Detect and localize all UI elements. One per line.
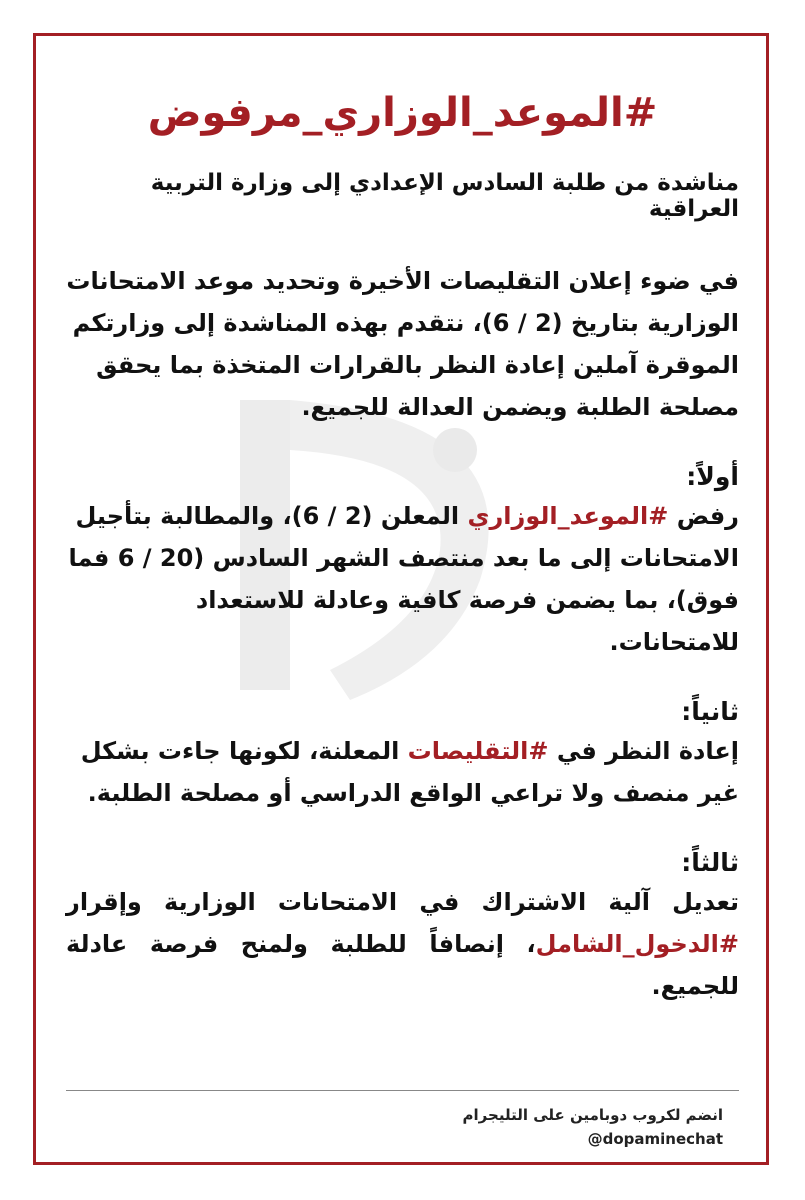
section-text: تعديل آلية الاشتراك في الامتحانات الوزارية وإقرار: [66, 888, 739, 916]
hashtag[interactable]: #التقليصات: [407, 737, 549, 765]
hashtag[interactable]: #الدخول_الشامل: [535, 930, 739, 958]
hashtag[interactable]: #الموعد_الوزاري: [467, 502, 669, 530]
subtitle: مناشدة من طلبة السادس الإعدادي إلى وزارة التربية العراقية: [150, 170, 739, 222]
section-second: [66, 697, 739, 814]
footer-divider: [66, 1090, 739, 1091]
section-heading: أولاً:: [686, 462, 739, 491]
telegram-handle-link[interactable]: @dopaminechat: [587, 1130, 723, 1148]
section-text: ، إنصافاً للطلبة ولمنح فرصة عادلة للجميع.: [66, 930, 739, 1000]
footer: [463, 1103, 723, 1151]
intro-paragraph: في ضوء إعلان التقليصات الأخيرة وتحديد موعد الامتحانات الوزارية بتاريخ (2 / 6)، نتقدم بهذه المناشدة إلى وزارتكم الموقرة آملين إعادة النظر بالقرارات المتخذة بما يحقق مصلحة الطلبة ويضمن العدالة للجميع.: [66, 267, 739, 421]
section-text: رفض: [668, 502, 739, 530]
document-body: [66, 90, 739, 1007]
section-text: المعلن (2 / 6)، والمطالبة بتأجيل الامتحانات إلى ما بعد منتصف الشهر السادس (20 / 6 فما فوق)، بما يضمن فرصة كافية وعادلة للاستعداد للامتحانات.: [68, 502, 739, 656]
section-third: [66, 848, 739, 1007]
section-heading: ثالثاً:: [681, 848, 739, 877]
section-heading: ثانياً:: [681, 697, 739, 726]
section-first: [66, 462, 739, 663]
section-text: إعادة النظر في: [548, 737, 739, 765]
telegram-invite-text: انضم لكروب دوبامين على التليجرام: [462, 1106, 723, 1124]
page-title: #الموعد_الوزاري_مرفوض: [147, 90, 658, 136]
section-text: المعلنة، لكونها جاءت بشكل غير منصف ولا تراعي الواقع الدراسي أو مصلحة الطلبة.: [80, 737, 739, 807]
